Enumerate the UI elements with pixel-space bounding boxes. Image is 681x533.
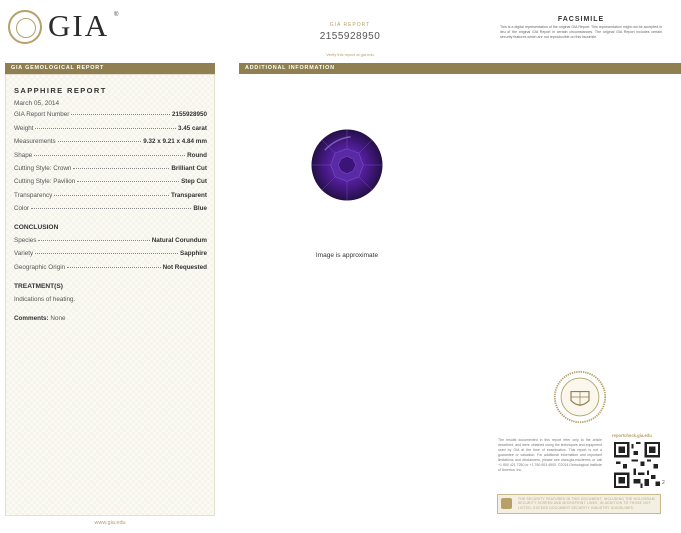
lock-icon: [501, 498, 512, 509]
leader-dots: [58, 141, 142, 142]
field-label: Cutting Style: Crown: [14, 165, 72, 172]
comments-value: None: [50, 315, 66, 322]
field-label: Cutting Style: Pavilion: [14, 178, 76, 185]
field-label: Variety: [14, 250, 34, 257]
field-label: Color: [14, 205, 30, 212]
security-text: THE SECURITY FEATURES IN THIS DOCUMENT, INCLUDING THE HOLOGRAM, SECURITY SCREEN AND MICROPRINT LINES, IN ADDITION TO THOSE NOT LISTED, EXCEED DOCUMENT SECURITY INDUSTRY GUIDELINES.: [518, 497, 656, 510]
facsimile-title: FACSIMILE: [557, 16, 605, 23]
gia-seal-icon: [553, 370, 607, 424]
field-value: 2155928950: [171, 111, 207, 118]
section-bar-gemological-report: GIA GEMOLOGICAL REPORT: [5, 63, 215, 74]
leader-dots: [54, 195, 169, 196]
gem-image: [310, 128, 384, 202]
conclusion-heading: CONCLUSION: [14, 224, 59, 231]
leader-dots: [31, 208, 191, 209]
field-value: Brilliant Cut: [171, 165, 207, 172]
field-value: Blue: [193, 205, 207, 212]
image-note: Image is approximate: [315, 252, 379, 259]
field-value: Sapphire: [180, 250, 207, 257]
footer-link[interactable]: www.gia.edu: [94, 520, 126, 526]
treatments-text: Indications of heating.: [14, 296, 76, 303]
comments-line: [14, 315, 65, 322]
field-value: Transparent: [170, 192, 207, 199]
field-value: Step Cut: [181, 178, 207, 185]
leader-dots: [77, 181, 179, 182]
qr-code-icon[interactable]: [614, 442, 660, 488]
report-title: SAPPHIRE REPORT: [14, 86, 107, 95]
gia-seal-icon: [8, 10, 42, 44]
leader-dots: [35, 128, 175, 129]
facsimile-text: This is a digital representation of the original GIA Report. This representation might not be accepted in lieu of the original GIA Report in certain circumstances. The original GIA Report includes certain security features which are not reproducible on this facsimile.: [500, 25, 662, 39]
leader-dots: [34, 155, 185, 156]
field-row: [14, 264, 207, 274]
field-value: 9.32 x 9.21 x 4.84 mm: [143, 138, 207, 145]
registered-mark: ®: [114, 12, 119, 18]
field-label: Measurements: [14, 138, 56, 145]
field-row: [14, 125, 207, 135]
report-label: GIA REPORT: [329, 22, 371, 28]
leader-dots: [35, 253, 178, 254]
field-label: Shape: [14, 152, 33, 159]
leader-dots: [73, 168, 169, 169]
field-row: [14, 237, 207, 247]
gia-logo: GIA: [48, 8, 110, 43]
verify-link[interactable]: Verify this report at gia.edu: [326, 52, 374, 57]
field-label: Weight: [14, 125, 34, 132]
field-value: 3.45 carat: [177, 125, 207, 132]
field-value: Natural Corundum: [151, 237, 207, 244]
field-row: [14, 250, 207, 260]
field-value: Round: [187, 152, 207, 159]
leader-dots: [67, 267, 160, 268]
qr-side-number: 2: [662, 480, 665, 486]
field-label: Species: [14, 237, 37, 244]
treatments-heading: TREATMENT(S): [14, 283, 63, 290]
field-row: [14, 178, 207, 188]
field-label: Transparency: [14, 192, 53, 199]
field-label: GIA Report Number: [14, 111, 70, 118]
field-row: [14, 192, 207, 202]
comments-label: Comments:: [14, 315, 49, 322]
leader-dots: [38, 240, 149, 241]
field-row: [14, 205, 207, 215]
reportcheck-link[interactable]: reportcheck.gia.edu: [612, 433, 652, 438]
field-value: Not Requested: [162, 264, 207, 271]
field-row: [14, 165, 207, 175]
field-row: [14, 138, 207, 148]
section-bar-additional-info: ADDITIONAL INFORMATION: [239, 63, 681, 74]
disclaimer-text: The results documented in this report refer only to the article described, and were obtained using the techniques and equipment used by GIA at the time of examination. This report is not a guarantee or valuation. For additional information and important limitations and disclaimers, please see www.gia.edu/terms or call +1 800 421 7250 or +1 760 603 4500. ©2014 Gemological Institute of America, Inc.: [498, 438, 602, 472]
report-number: 2155928950: [319, 31, 381, 42]
report-date: March 05, 2014: [14, 100, 60, 107]
field-row: [14, 152, 207, 162]
field-label: Geographic Origin: [14, 264, 66, 271]
leader-dots: [71, 114, 170, 115]
field-row: [14, 111, 207, 121]
